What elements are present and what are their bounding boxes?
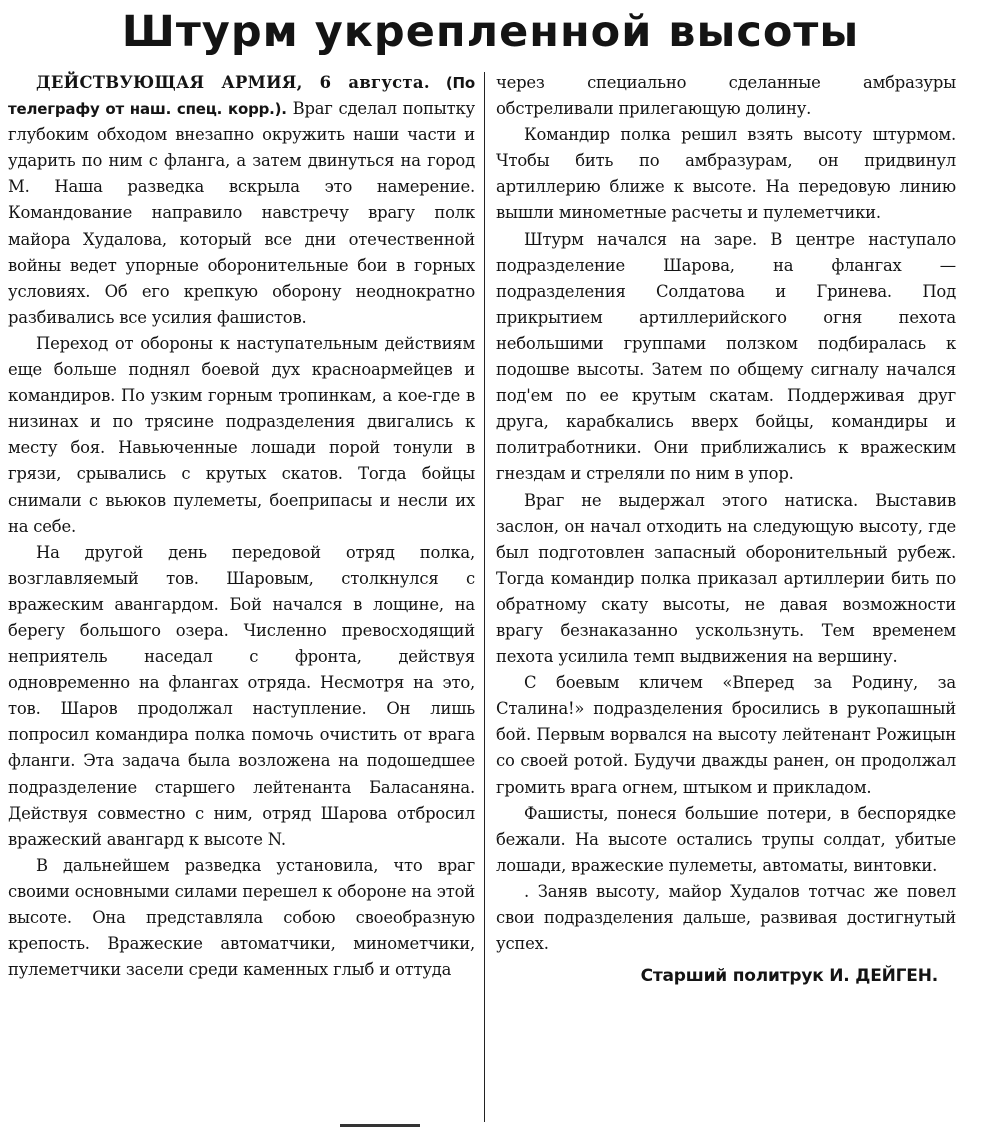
article-headline: Штурм укрепленной высоты	[121, 7, 860, 57]
article-right-column	[496, 70, 956, 989]
source-note: (По телеграфу от наш. спец. корр.).	[8, 74, 475, 119]
paragraph-continuation: через специально сделанные амбразуры обстреливали прилегающую долину.	[496, 73, 956, 119]
dateline: ДЕЙСТВУЮЩАЯ АРМИЯ, 6 августа.	[36, 73, 430, 92]
paragraph: . Заняв высоту, майор Худалов тотчас же повел свои подразделения дальше, развивая достигнутый успех.	[496, 881, 956, 954]
paragraph: С боевым кличем «Вперед за Родину, за Сталина!» подразделения бросились в рукопашный бой. Первым ворвался на высоту лейтенант Рожицын со своей ротой. Будучи дважды ранен, он продолжал громить врага огнем, штыком и прикладом.	[496, 673, 956, 797]
paragraph: Командир полка решил взять высоту штурмом. Чтобы бить по амбразурам, он придвинул артиллерию ближе к высоте. На передовую линию вышли минометные расчеты и пулеметчики.	[496, 125, 956, 223]
bottom-rule	[340, 1124, 420, 1127]
column-divider	[484, 72, 485, 1122]
paragraph: Штурм начался на заре. В центре наступало подразделение Шарова, на флангах — подразделения Солдатова и Гринева. Под прикрытием артиллерийского огня пехота небольшими группами ползком подбиралась к подошве высоты. Затем по общему сигналу начался под'ем по ее крутым скатам. Поддерживая друг друга, карабкались вверх бойцы, командиры и политработники. Они приближались к вражеским гнездам и стреляли по ним в упор.	[496, 229, 956, 484]
paragraph: Враг не выдержал этого натиска. Выставив заслон, он начал отходить на следующую высоту, где был подготовлен запасный оборонительный рубеж. Тогда командир полка приказал артиллерии бить по обратному скату высоты, не давая возможности врагу безнаказанно ускользнуть. Тем временем пехота усилила темп выдвижения на вершину.	[496, 490, 956, 667]
paragraph: Фашисты, понеся большие потери, в беспорядке бежали. На высоте остались трупы солдат, убитые лошади, вражеские пулеметы, автоматы, винтовки.	[496, 803, 956, 875]
paragraph: На другой день передовой отряд полка, возглавляемый тов. Шаровым, столкнулся с вражеским авангардом. Бой начался в лощине, на берегу большого озера. Численно превосходящий неприятель наседал с фронта, действуя одновременно на флангах отряда. Несмотря на это, тов. Шаров продолжал наступление. Он лишь попросил командира полка помочь очистить от врага фланги. Эта задача была возложена на подошедшее подразделение старшего лейтенанта Баласаняна. Действуя совместно с ним, отряд Шарова отбросил вражеский авангард к высоте N.	[8, 542, 475, 849]
article-left-column	[8, 70, 475, 983]
lead-paragraph	[8, 70, 475, 331]
lead-paragraph-text: Враг сделал попытку глубоким обходом внезапно окружить наши части и ударить по ним с фланга, а затем двинуться на город М. Наша разведка вскрыла это намерение. Командование направило навстречу врагу полк майора Худалова, который все дни отечественной войны ведет упорные оборонительные бои в горных условиях. Об его крепкую оборону неоднократно разбивались все усилия фашистов.	[8, 99, 475, 327]
paragraph: Переход от обороны к наступательным действиям еще больше поднял боевой дух красноармейцев и командиров. По узким горным тропинкам, а кое-где в низинах и по трясине подразделения двигались к месту боя. Навьюченные лошади порой тонули в грязи, срывались с крутых скатов. Тогда бойцы снимали с вьюков пулеметы, боеприпасы и несли их на себе.	[8, 333, 475, 536]
paragraph: В дальнейшем разведка установила, что враг своими основными силами перешел к обороне на этой высоте. Она представляла собою своеобразную крепость. Вражеские автоматчики, минометчики, пулеметчики засели среди каменных глыб и оттуда	[8, 855, 475, 980]
author-signature: Старший политрук И. ДЕЙГЕН.	[640, 966, 938, 987]
